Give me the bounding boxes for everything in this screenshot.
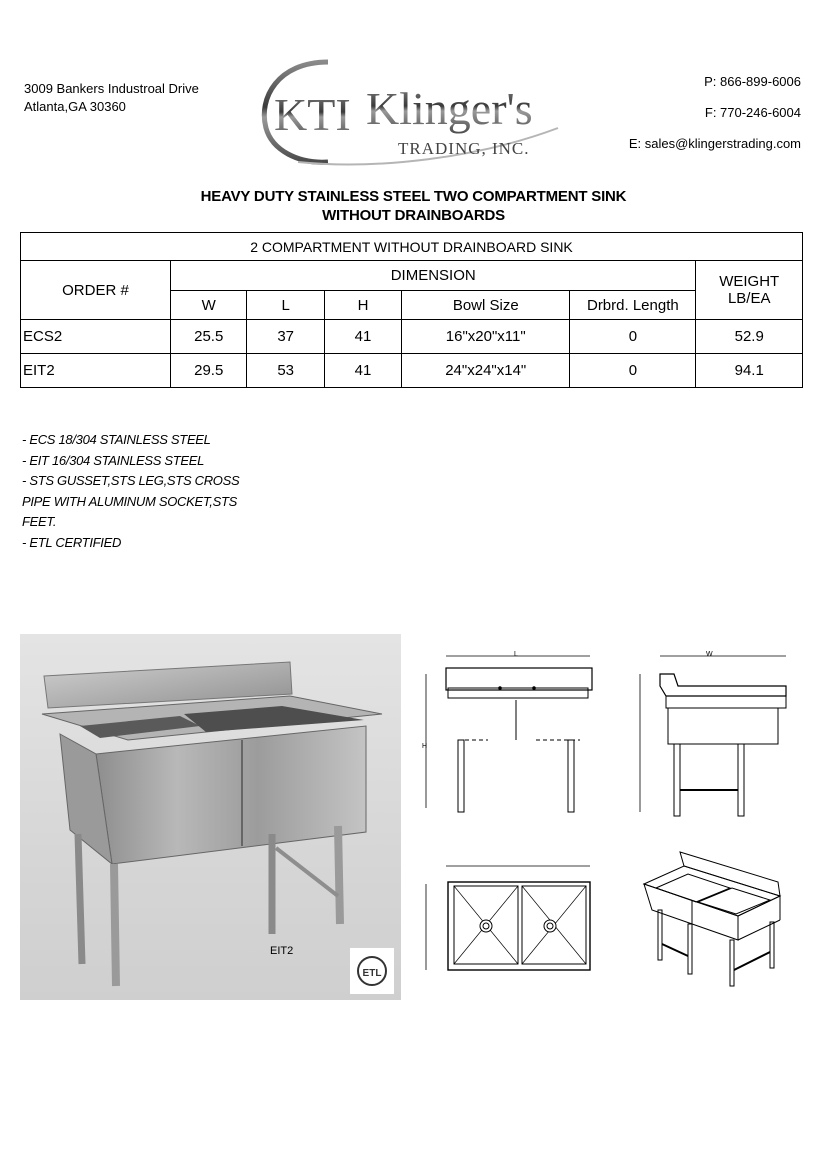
table-row xyxy=(21,354,803,388)
dimension-header: DIMENSION xyxy=(170,261,695,291)
address-line-2: Atlanta,GA 30360 xyxy=(24,99,126,114)
title-line-2: WITHOUT DRAINBOARDS xyxy=(322,207,505,224)
product-photo xyxy=(20,634,401,1000)
etl-certification-icon xyxy=(350,948,394,994)
note-line: - STS GUSSET,STS LEG,STS CROSS xyxy=(22,473,240,489)
cell-l: 37 xyxy=(247,320,324,354)
table-row xyxy=(21,320,803,354)
phone: P: 866-899-6006 xyxy=(704,74,801,89)
cell-bowl-size: 24"x24"x14" xyxy=(402,354,570,388)
col-bowl-size: Bowl Size xyxy=(402,291,570,320)
company-address xyxy=(24,80,199,116)
cell-weight: 94.1 xyxy=(696,354,803,388)
order-number: EIT2 xyxy=(21,354,171,388)
cell-w: 25.5 xyxy=(170,320,247,354)
cell-bowl-size: 16"x20"x11" xyxy=(402,320,570,354)
cell-h: 41 xyxy=(324,320,401,354)
title-line-1: HEAVY DUTY STAINLESS STEEL TWO COMPARTMENT SINK xyxy=(200,188,627,205)
weight-header-line-1: WEIGHT xyxy=(719,273,780,290)
cell-drbrd-length: 0 xyxy=(570,354,696,388)
top-view-drawing xyxy=(418,860,594,982)
address-line-1: 3009 Bankers Industroal Drive xyxy=(24,81,199,96)
side-view-drawing xyxy=(632,650,792,820)
logo-mark: KTI xyxy=(274,89,351,140)
note-line: - EIT 16/304 STAINLESS STEEL xyxy=(22,452,205,468)
note-line: FEET. xyxy=(22,514,57,530)
spec-notes xyxy=(22,430,239,554)
logo-name: Klinger's xyxy=(366,83,533,134)
note-line: - ECS 18/304 STAINLESS STEEL xyxy=(22,432,211,447)
col-h: H xyxy=(324,291,401,320)
sink-illustration xyxy=(20,634,401,1000)
document-title xyxy=(0,187,827,225)
cell-weight: 52.9 xyxy=(696,320,803,354)
order-number: ECS2 xyxy=(21,320,171,354)
col-l: L xyxy=(247,291,324,320)
table-header-row xyxy=(21,261,803,291)
contact-info xyxy=(629,73,801,166)
col-w: W xyxy=(170,291,247,320)
front-view-drawing xyxy=(418,648,594,820)
width-dimension-label: W xyxy=(706,651,713,658)
note-line: - ETL CERTIFIED xyxy=(22,534,122,550)
cell-w: 29.5 xyxy=(170,354,247,388)
table-caption: 2 COMPARTMENT WITHOUT DRAINBOARD SINK xyxy=(21,233,803,261)
cell-drbrd-length: 0 xyxy=(570,320,696,354)
length-dimension-label: L xyxy=(514,651,518,658)
company-logo xyxy=(258,58,578,168)
weight-header-line-2: LB/EA xyxy=(727,290,771,307)
fax: F: 770-246-6004 xyxy=(704,105,801,120)
spec-table xyxy=(20,232,803,388)
cell-h: 41 xyxy=(324,354,401,388)
email-link[interactable]: E: sales@klingerstrading.com xyxy=(628,136,801,151)
col-drbrd-length: Drbrd. Length xyxy=(570,291,696,320)
etl-mark: ETL xyxy=(362,968,382,979)
isometric-view-drawing xyxy=(634,844,794,990)
logo-subtitle: TRADING, INC. xyxy=(398,139,530,158)
order-header: ORDER # xyxy=(21,261,171,320)
photo-model-label: EIT2 xyxy=(270,945,294,957)
table-caption-row xyxy=(21,233,803,261)
note-line: PIPE WITH ALUMINUM SOCKET,STS xyxy=(22,493,237,509)
cell-l: 53 xyxy=(247,354,324,388)
weight-header xyxy=(696,261,803,320)
height-dimension-label: H xyxy=(422,743,428,750)
